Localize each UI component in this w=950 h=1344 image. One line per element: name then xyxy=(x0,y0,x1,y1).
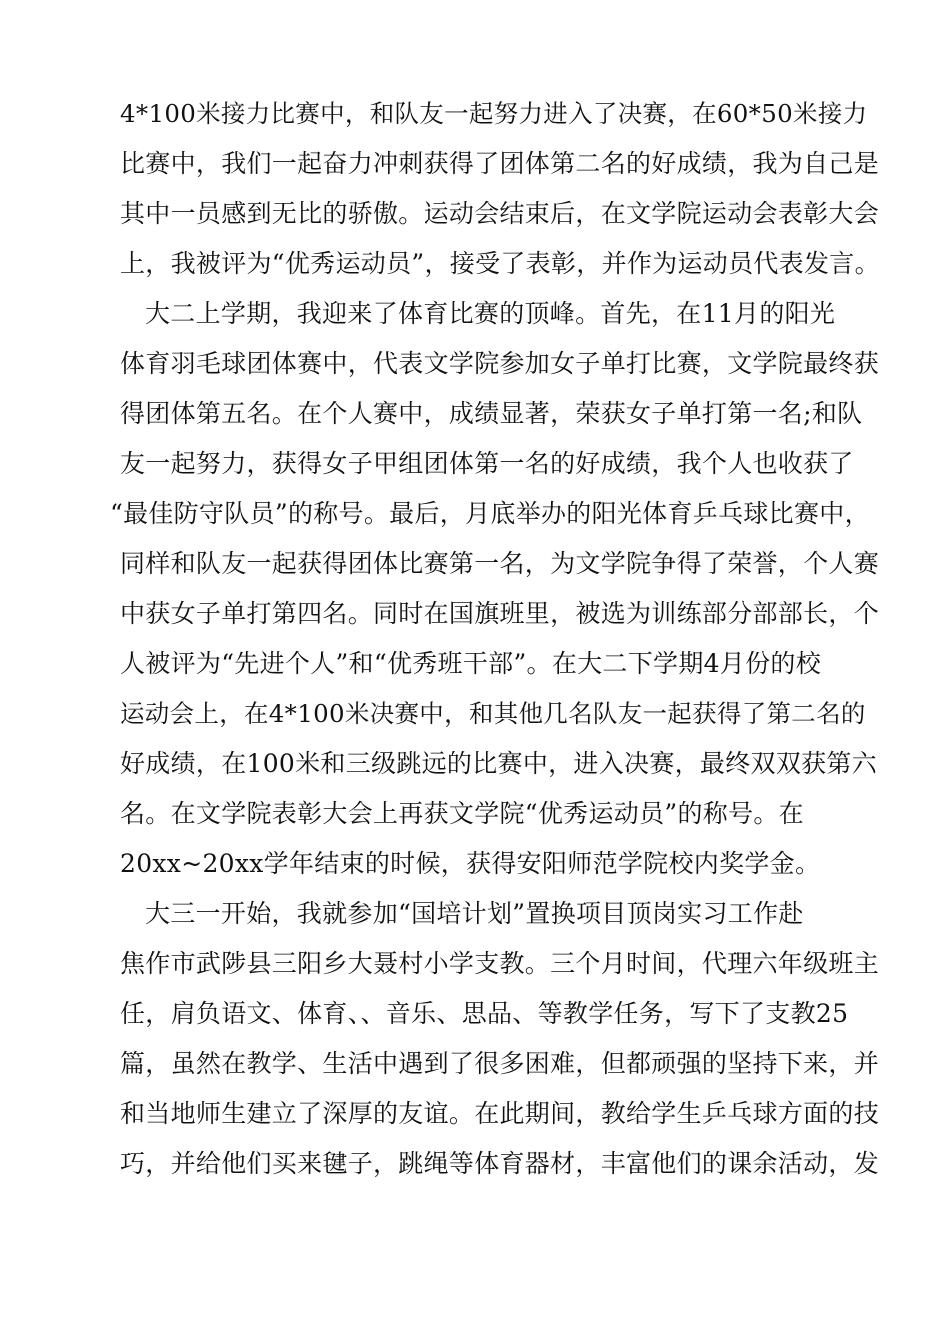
text-line-20: 篇，虽然在教学、生活中遇到了很多困难，但都顽强的坚持下来，并 xyxy=(120,1049,880,1078)
text-line-22: 巧，并给他们买来毽子，跳绳等体育器材，丰富他们的课余活动，发 xyxy=(120,1149,880,1178)
paragraph-2-first-line: 大二上学期，我迎来了体育比赛的顶峰。首先，在11月的阳光 xyxy=(145,299,836,328)
text-line-7: 得团体第五名。在个人赛中，成绩显著，荣获女子单打第一名;和队 xyxy=(120,399,863,428)
text-line-4: 上，我被评为“优秀运动员”，接受了表彰，并作为运动员代表发言。 xyxy=(120,249,880,278)
text-line-13: 运动会上，在4*100米决赛中，和其他几名队友一起获得了第二名的 xyxy=(120,699,866,728)
text-line-18: 焦作市武陟县三阳乡大聂村小学支教。三个月时间，代理六年级班主 xyxy=(120,949,880,978)
text-line-8: 友一起努力，获得女子甲组团体第一名的好成绩，我个人也收获了 xyxy=(120,449,854,478)
text-line-3: 其中一员感到无比的骄傲。运动会结束后，在文学院运动会表彰大会 xyxy=(120,199,880,228)
text-line-11: 中获女子单打第四名。同时在国旗班里，被选为训练部分部部长，个 xyxy=(120,599,880,628)
text-line-1: 4*100米接力比赛中，和队友一起努力进入了决赛，在60*50米接力 xyxy=(120,99,868,128)
text-line-12: 人被评为“先进个人”和“优秀班干部”。在大二下学期4月份的校 xyxy=(120,649,822,678)
text-line-14: 好成绩，在100米和三级跳远的比赛中，进入决赛，最终双双获第六 xyxy=(120,749,878,778)
text-line-2: 比赛中，我们一起奋力冲刺获得了团体第二名的好成绩，我为自己是 xyxy=(120,149,880,178)
text-line-15: 名。在文学院表彰大会上再获文学院“优秀运动员”的称号。在 xyxy=(120,799,804,828)
text-line-6: 体育羽毛球团体赛中，代表文学院参加女子单打比赛，文学院最终获 xyxy=(120,349,880,378)
text-line-16: 20xx~20xx学年结束的时候，获得安阳师范学院校内奖学金。 xyxy=(120,849,821,878)
text-line-19: 任，肩负语文、体育、、音乐、思品、等教学任务，写下了支教25 xyxy=(120,999,849,1028)
text-line-21: 和当地师生建立了深厚的友谊。在此期间，教给学生乒乓球方面的技 xyxy=(120,1099,880,1128)
paragraph-3-first-line: 大三一开始，我就参加“国培计划”置换项目顶岗实习工作赴 xyxy=(145,899,804,928)
text-line-10: 同样和队友一起获得团体比赛第一名，为文学院争得了荣誉，个人赛 xyxy=(120,549,880,578)
text-line-9: “最佳防守队员”的称号。最后，月底举办的阳光体育乒乓球比赛中， xyxy=(110,499,870,528)
